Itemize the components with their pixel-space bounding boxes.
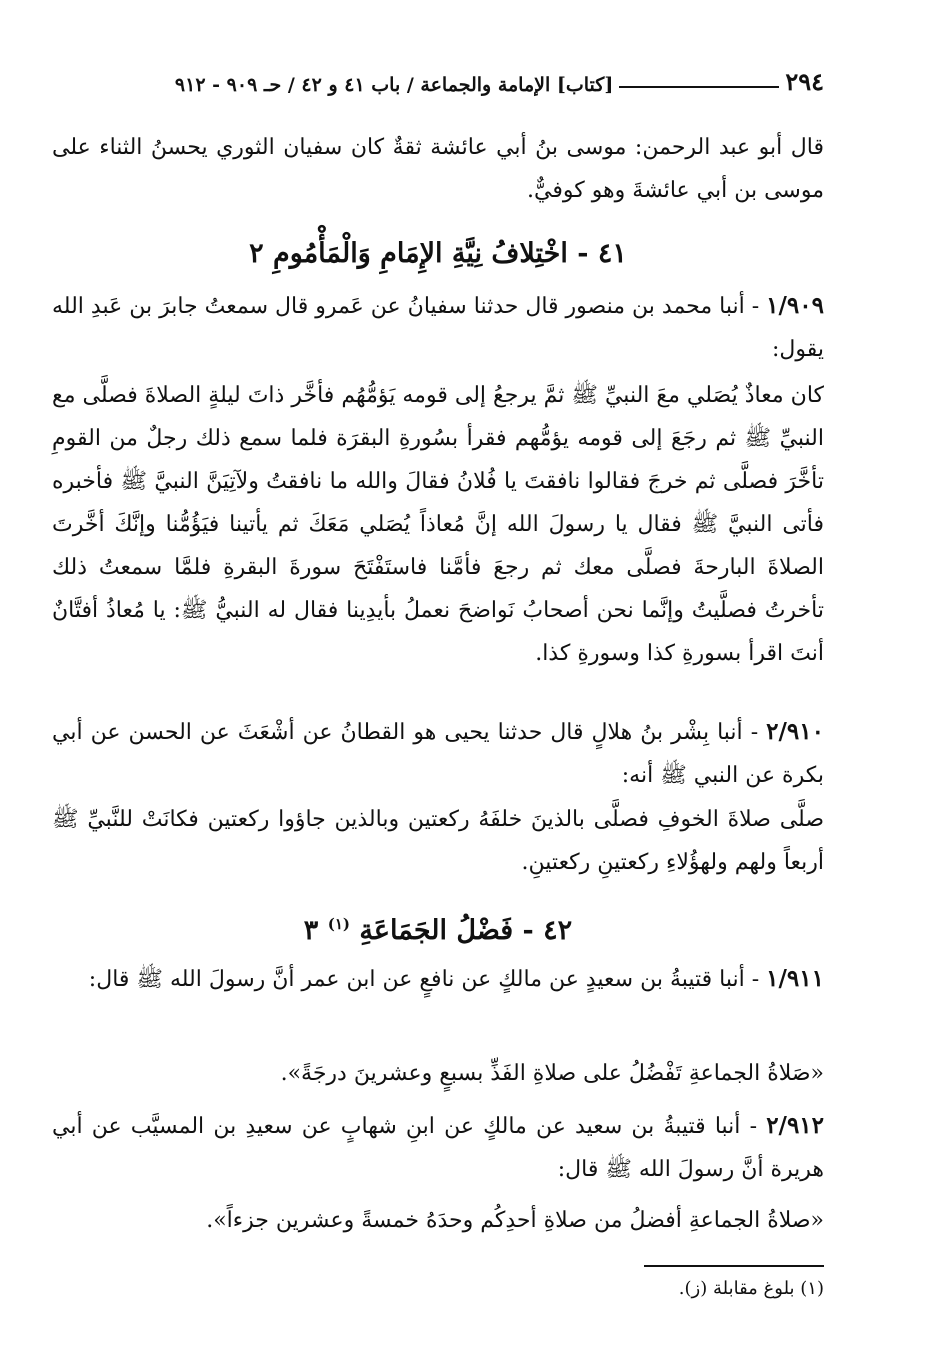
hadith-912-number: ٢/٩١٢ [766,1112,825,1139]
section-41-heading [52,232,824,276]
hadith-911-number: ١/٩١١ [766,965,824,992]
hadith-912-matn-block [52,1199,824,1242]
hadith-909-number: ١/٩٠٩ [766,292,824,319]
hadith-910-matn: صلَّى صلاةَ الخوفِ فصلَّى بالذينَ خلفَهُ ركعتين وبالذين جاؤوا ركعتين فكانَتْ للنَّبيِّ ﷺ أربعاً ولهم ولهؤُلاءِ ركعتينِ ركعتينِ. [52,807,824,875]
running-head [52,62,824,96]
book-page [52,62,824,1322]
hadith-910-number: ٢/٩١٠ [766,718,824,745]
hadith-911-isnad-block [52,957,824,1001]
running-title: [كتاب] الإمامة والجماعة / باب ٤١ و ٤٢ / حـ ٩٠٩ - ٩١٢ [174,74,614,96]
section-42-footnote-ref: (١) [327,915,350,933]
hadith-911-matn: «صَلاةُ الجماعةِ تَفْضُلُ على صلاةِ الفَذِّ بسبعٍ وعشرينَ درجَةً». [280,1061,824,1086]
hadith-910-isnad-block [52,710,824,797]
hadith-912-isnad-paragraph [52,1104,824,1191]
hadith-910-matn-block [52,798,824,884]
hadith-910-isnad-paragraph [52,710,824,797]
hadith-909-isnad-block [52,284,824,371]
hadith-910-isnad: - أنبا بِشْر بنُ هلالٍ قال حدثنا يحيى هو القطانُ عن أشْعَثَ عن الحسن عن أبي بكرة عن النبي ﷺ أنه: [52,720,824,788]
footnote [679,1274,824,1304]
footnote-rule [644,1265,824,1267]
section-41-title: ٤١ - اخْتِلافُ نِيَّةِ الإِمَامِ وَالْمَأْمُومِ ٢ [249,238,627,269]
hadith-912-matn: «صلاةُ الجماعةِ أفضلُ من صلاةِ أحدِكُم وحدَهُ خمسةً وعشرين جزءاً». [206,1208,824,1233]
page-number: ٢٩٤ [785,67,824,96]
section-42-title: ٤٢ - فَضْلُ الجَمَاعَةِ [359,915,573,946]
intro-text: قال أبو عبد الرحمن: موسى بنُ أبي عائشة ثقةٌ كان سفيان الثوري يحسنُ الثناء على موسى بن أبي عائشةَ وهو كوفيٌّ. [52,135,824,203]
hadith-909-isnad: - أنبا محمد بن منصور قال حدثنا سفيانُ عن عَمرو قال سمعتُ جابرَ بن عَبدِ الله يقول: [52,294,824,362]
hadith-909-matn-block [52,374,824,675]
hadith-911-isnad-paragraph [52,957,824,1001]
header-rule [619,86,779,88]
hadith-912-isnad-block [52,1104,824,1191]
footnote-text: (١) بلوغ مقابلة (ز). [678,1278,824,1299]
hadith-911-isnad: - أنبا قتيبةُ بن سعيدٍ عن مالكٍ عن نافعٍ عن ابن عمر أنَّ رسولَ الله ﷺ قال: [88,967,760,992]
hadith-912-isnad: - أنبا قتيبةُ بن سعيد عن مالكٍ عن ابنِ شهابٍ عن سعيدِ بن المسيَّب عن أبي هريرة أنَّ رسولَ الله ﷺ قال: [52,1114,824,1182]
intro-paragraph [52,126,824,212]
hadith-909-matn: كان معاذٌ يُصَلي معَ النبيِّ ﷺ ثمَّ يرجعُ إلى قومه يَؤمُّهُم فأخَّر ذاتَ ليلةٍ الصلاةَ فصلَّى مع النبيِّ ﷺ ثم رجَعَ إلى قومه يؤمُّهم فقرأ بسُورةِ البقرَة فلما سمع ذلك رجلٌ من القومِ تأخَّرَ فصلَّى ثم خرجَ فقالوا نافقتَ يا فُلانُ فقالَ والله ما نافقتُ ولآتِيَنَّ النبيَّ ﷺ فأخبره فأتى النبيَّ ﷺ فقال يا رسولَ الله إنَّ مُعاذاً يُصَلي مَعَكَ ثم يأتينا فيَؤُمُّنا وإنَّكَ أخَّرتَ الصلاةَ البارحةَ فصلَّى معك ثم رجعَ فأمَّنا فاستَفْتَحَ سورةَ البقرةِ فلمَّا سمعتُ ذلك تأخرتُ فصلَّيتُ وإنَّما نحن أصحابُ نَواضحَ نعملُ بأيدِينا فقال له النبيُّ ﷺ: يا مُعاذُ أفتَّانٌ أنتَ اقرأ بسورةِ كذا وسورةِ كذا. [52,383,824,666]
section-42-after-ref: ٣ [303,915,319,946]
hadith-909-isnad-paragraph [52,284,824,371]
hadith-911-matn-block [52,1052,824,1095]
section-42-heading [52,902,824,953]
